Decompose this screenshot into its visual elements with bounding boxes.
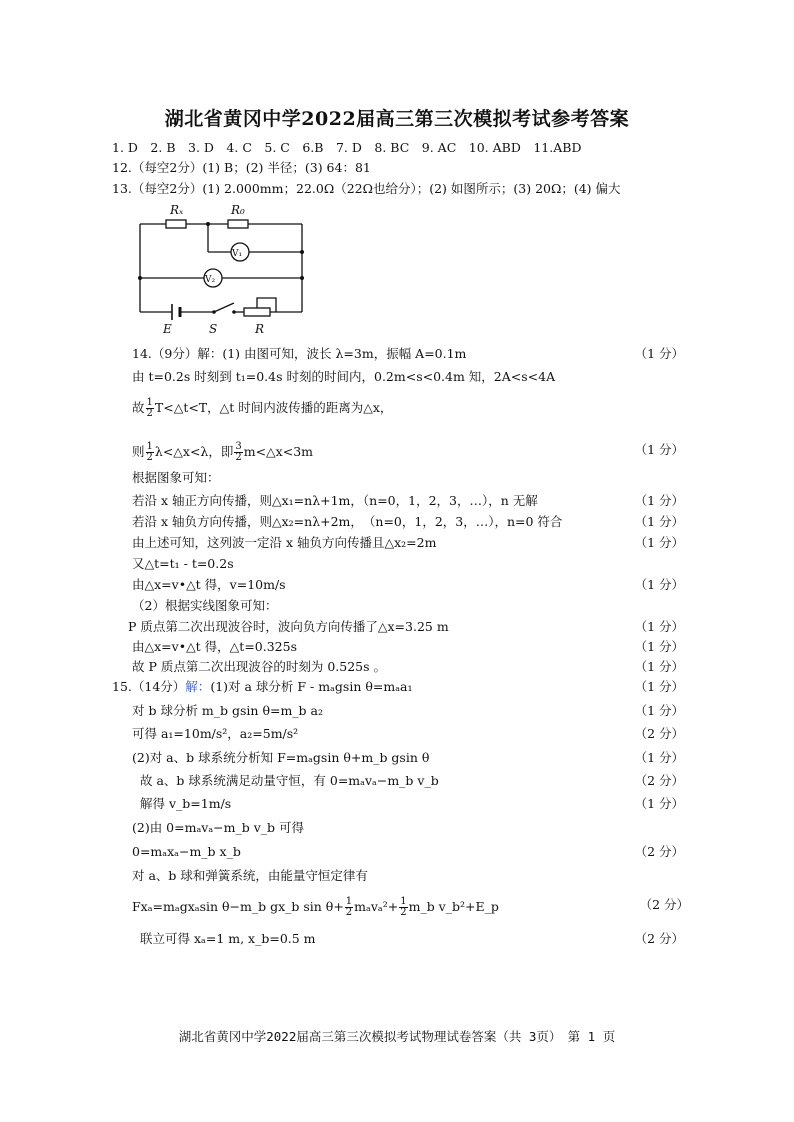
q15-score-9: （2 分） <box>634 931 684 946</box>
q14-line-6: 若沿 x 轴正方向传播，则△x₁=nλ+1m，（n=0，1，2，3，…），n 无解 <box>132 493 538 508</box>
q12-answer: 12.（每空2分）(1) B；(2) 半径；(3) 64：81 <box>112 160 371 175</box>
q14-line-7: 若沿 x 轴负方向传播，则△x₂=nλ+2m， （n=0，1，2，3，…），n=0 符合 <box>132 514 563 529</box>
q15-score-2: （1 分） <box>634 703 684 718</box>
q14-line-13: 由△x=v•△t 得，△t=0.325s <box>132 639 297 654</box>
label-r: R <box>255 322 265 335</box>
circuit-diagram <box>130 200 330 335</box>
q15-score-8: （2 分） <box>639 897 689 912</box>
q15-line-11: 联立可得 xₐ=1 m, x_b=0.5 m <box>140 931 316 946</box>
resistor-rx <box>166 220 186 228</box>
choice-answers: 1. D 2. B 3. D 4. C 5. C 6.B 7. D 8. BC 9. AC 10. ABD 11.ABD <box>112 140 582 155</box>
q14-line-3: 故 $\frac{1}{2}$ T<△t<T，△t 时间内波传播的距离为△x， <box>132 397 393 419</box>
q15-line-5: 故 a、b 球系统满足动量守恒，有 0=mₐvₐ−m_b v_b <box>140 773 439 788</box>
q14-line-10: 由△x=v•△t 得，v=10m/s <box>132 577 286 592</box>
q14-score-9: （1 分） <box>634 659 684 674</box>
q13-answer: 13.（每空2分）(1) 2.000mm；22.0Ω（22Ω也给分）；(2) 如图所示；(3) 20Ω；(4) 偏大 <box>112 181 621 196</box>
q14-score-5: （1 分） <box>634 535 684 550</box>
q15-score-4: （1 分） <box>634 750 684 765</box>
label-e: E <box>163 322 172 335</box>
q14-line-11: （2）根据实线图象可知： <box>132 598 278 613</box>
battery-e <box>172 304 180 320</box>
q14-line-5: 根据图象可知： <box>132 470 220 485</box>
q14-line-8: 由上述可知，这列波一定沿 x 轴负方向传播且△x₂=2m <box>132 535 437 550</box>
q14-score-3: （1 分） <box>634 493 684 508</box>
q15-score-5: （2 分） <box>634 773 684 788</box>
q14-line-14: 故 P 质点第二次出现波谷的时刻为 0.525s 。 <box>132 659 387 674</box>
q14-score-4: （1 分） <box>634 514 684 529</box>
q15-score-3: （2 分） <box>634 726 684 741</box>
q14-line-9: 又△t=t₁ - t=0.2s <box>132 556 234 571</box>
q14-line-4: 则 $\frac{1}{2}$ λ<△x<λ，即 $\frac{3}{2}$ m<△x<3m <box>132 441 314 463</box>
q15-line-2: 对 b 球分析 m_b gsin θ=m_b a₂ <box>132 703 323 718</box>
q15-line-1: 15.（14分）解：(1)对 a 球分析 F - mₐgsin θ=mₐa₁ <box>112 679 413 694</box>
q15-score-7: （2 分） <box>634 844 684 859</box>
q14-line-1: 14.（9分）解：(1) 由图可知，波长 λ=3m，振幅 A=0.1m <box>132 346 467 361</box>
label-r0: R₀ <box>231 203 245 217</box>
q14-score-2: （1 分） <box>634 442 684 457</box>
q14-score-6: （1 分） <box>634 577 684 592</box>
page-title: 湖北省黄冈中学2022届高三第三次模拟考试参考答案 <box>164 108 630 130</box>
q15-score-6: （1 分） <box>634 796 684 811</box>
q15-line-6: 解得 v_b=1m/s <box>140 796 232 811</box>
q15-line-3: 可得 a₁=10m/s²，a₂=5m/s² <box>132 726 299 741</box>
q15-line-7: (2)由 0=mₐvₐ−m_b v_b 可得 <box>132 820 305 835</box>
q15-line-10: Fxₐ=mₐgxₐsin θ−m_b gx_b sin θ+ $\frac{1}{2}$ mₐvₐ²+ $\frac{1}{2}$ m_b v_b²+E_p <box>132 896 499 918</box>
label-v1: V₁ <box>232 249 243 259</box>
q14-score-8: （1 分） <box>634 639 684 654</box>
label-v2: V₂ <box>205 275 216 285</box>
resistor-r0 <box>228 220 248 228</box>
q14-line-2: 由 t=0.2s 时刻到 t₁=0.4s 时刻的时间内，0.2m<s<0.4m 知，2A<s<4A <box>132 369 556 384</box>
q14-line-12: P 质点第二次出现波谷时，波向负方向传播了△x=3.25 m <box>128 619 449 634</box>
q15-line-4: (2)对 a、b 球系统分析知 F=mₐgsin θ+m_b gsin θ <box>132 750 430 765</box>
q15-score-1: （1 分） <box>634 679 684 694</box>
label-s: S <box>209 322 218 335</box>
q15-line-8: 0=mₐxₐ−m_b x_b <box>132 844 241 859</box>
page-footer: 湖北省黄冈中学2022届高三第三次模拟考试物理试卷答案（共 3页） 第 1 页 <box>178 1029 616 1044</box>
rheostat-r <box>244 308 270 316</box>
q14-score-1: （1 分） <box>634 346 684 361</box>
label-rx: Rₓ <box>170 203 184 217</box>
q14-score-7: （1 分） <box>634 619 684 634</box>
q15-line-9: 对 a、b 球和弹簧系统，由能量守恒定律有 <box>132 868 368 883</box>
